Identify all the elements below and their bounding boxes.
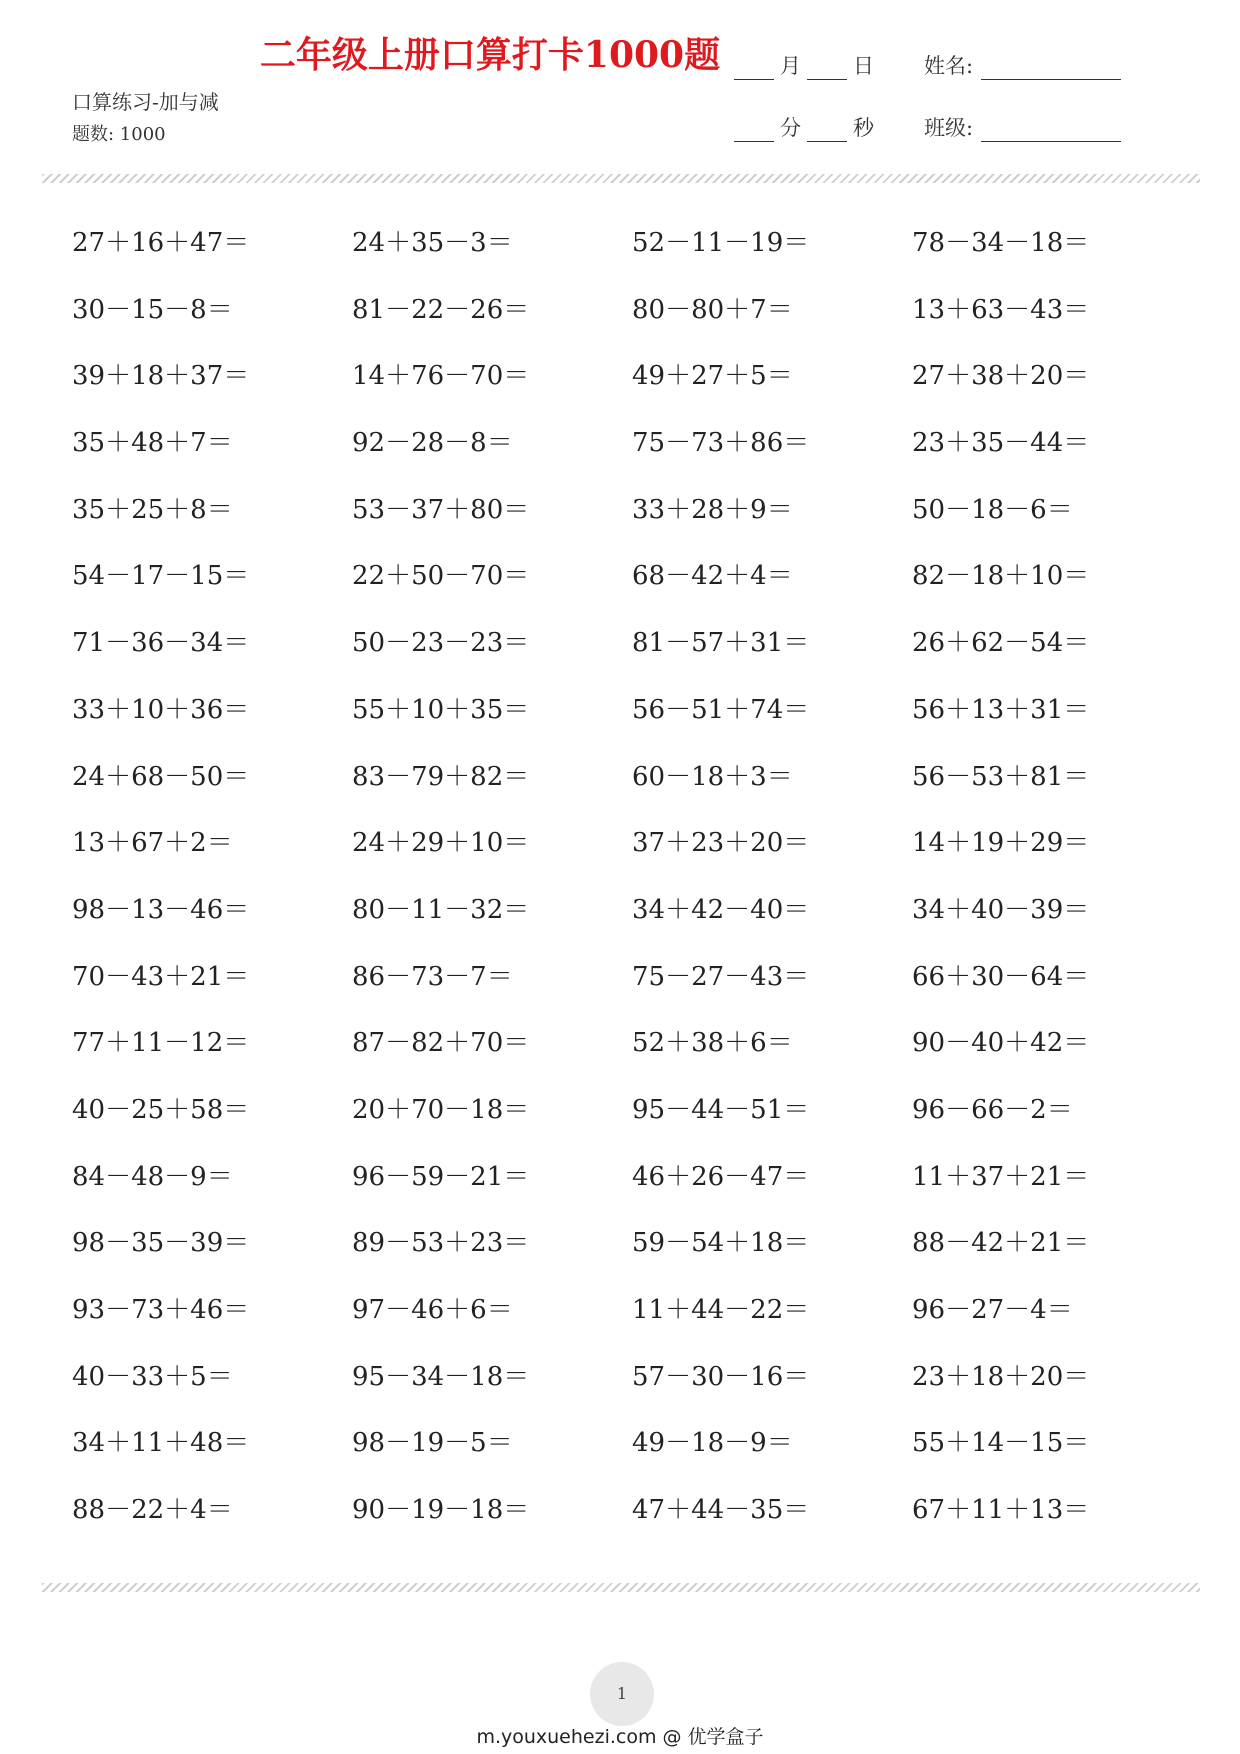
problem-item: 68－42＋4＝	[632, 561, 793, 592]
problem-row	[72, 1426, 1172, 1493]
problem-item: 20＋70－18＝	[352, 1094, 530, 1125]
problem-item: 14＋19＋29＝	[912, 828, 1090, 859]
problem-item: 13＋63－43＝	[912, 294, 1090, 325]
page-title: 二年级上册口算打卡1000题	[259, 34, 721, 76]
problem-item: 49－18－9＝	[632, 1428, 793, 1459]
problem-item: 37＋23＋20＝	[632, 828, 810, 859]
problem-item: 70－43＋21＝	[72, 961, 250, 992]
problem-grid	[72, 226, 1172, 1560]
problem-item: 80－11－32＝	[352, 894, 530, 925]
problem-item: 34＋42－40＝	[632, 894, 810, 925]
problem-row	[72, 1093, 1172, 1160]
problem-item: 67＋11＋13＝	[912, 1495, 1090, 1526]
class-blank[interactable]	[981, 121, 1121, 142]
problem-item: 26＋62－54＝	[912, 628, 1090, 659]
problem-item: 95－44－51＝	[632, 1094, 810, 1125]
problem-item: 55＋14－15＝	[912, 1428, 1090, 1459]
problem-item: 97－46＋6＝	[352, 1295, 513, 1325]
name-field	[924, 50, 1121, 80]
problem-item: 87－82＋70＝	[352, 1028, 530, 1059]
problem-item: 27＋38＋20＝	[912, 361, 1090, 392]
problem-item: 34＋11＋48＝	[72, 1428, 250, 1459]
problem-item: 40－25＋58＝	[72, 1094, 250, 1125]
problem-row	[72, 426, 1172, 493]
month-blank[interactable]	[734, 59, 774, 80]
problem-item: 46＋26－47＝	[632, 1161, 810, 1192]
problem-item: 90－19－18＝	[352, 1495, 530, 1526]
name-label: 姓名:	[924, 54, 974, 78]
minute-label: 分	[780, 116, 801, 140]
problem-item: 81－57＋31＝	[632, 628, 810, 659]
problem-row	[72, 1160, 1172, 1227]
problem-item: 52＋38＋6＝	[632, 1028, 793, 1059]
problem-item: 60－18＋3＝	[632, 761, 793, 792]
problem-item: 56－53＋81＝	[912, 761, 1090, 792]
page-number: 1	[590, 1662, 654, 1726]
problem-item: 88－22＋4＝	[72, 1495, 233, 1526]
problem-item: 11＋37＋21＝	[912, 1161, 1090, 1192]
problem-row	[72, 359, 1172, 426]
problem-item: 24＋29＋10＝	[352, 828, 530, 859]
problem-item: 40－33＋5＝	[72, 1361, 233, 1392]
problem-item: 88－42＋21＝	[912, 1228, 1090, 1259]
problem-item: 34＋40－39＝	[912, 894, 1090, 925]
problem-item: 75－73＋86＝	[632, 428, 810, 459]
problem-item: 56－51＋74＝	[632, 694, 810, 725]
problem-item: 98－19－5＝	[352, 1428, 513, 1459]
problem-item: 49＋27＋5＝	[632, 361, 793, 392]
problem-item: 56＋13＋31＝	[912, 694, 1090, 725]
month-label: 月	[780, 54, 801, 78]
problem-item: 96－59－21＝	[352, 1161, 530, 1192]
time-field	[728, 112, 874, 142]
problem-item: 92－28－8＝	[352, 428, 513, 459]
worksheet-subtitle: 口算练习-加与减	[72, 90, 219, 114]
problem-row	[72, 760, 1172, 827]
problem-item: 78－34－18＝	[912, 228, 1090, 258]
name-blank[interactable]	[981, 59, 1121, 80]
problem-item: 89－53＋23＝	[352, 1228, 530, 1259]
problem-item: 96－66－2＝	[912, 1094, 1073, 1125]
footer-site: m.youxuehezi.com @ 优学盒子	[476, 1726, 764, 1748]
problem-item: 98－13－46＝	[72, 894, 250, 925]
problem-item: 90－40＋42＝	[912, 1028, 1090, 1059]
day-label: 日	[853, 54, 874, 78]
bottom-divider	[42, 1583, 1200, 1592]
problem-item: 50－18－6＝	[912, 494, 1073, 525]
problem-item: 95－34－18＝	[352, 1361, 530, 1392]
problem-item: 66＋30－64＝	[912, 961, 1090, 992]
problem-item: 52－11－19＝	[632, 228, 810, 258]
date-field	[728, 50, 874, 80]
problem-item: 35＋25＋8＝	[72, 494, 233, 525]
problem-row	[72, 960, 1172, 1027]
problem-row	[72, 493, 1172, 560]
problem-row	[72, 1293, 1172, 1360]
problem-row	[72, 1360, 1172, 1427]
problem-item: 98－35－39＝	[72, 1228, 250, 1259]
problem-row	[72, 226, 1172, 293]
problem-count: 题数: 1000	[72, 124, 166, 145]
problem-item: 54－17－15＝	[72, 561, 250, 592]
problem-item: 55＋10＋35＝	[352, 694, 530, 725]
problem-item: 84－48－9＝	[72, 1161, 233, 1192]
problem-item: 23＋18＋20＝	[912, 1361, 1090, 1392]
problem-item: 75－27－43＝	[632, 961, 810, 992]
problem-row	[72, 559, 1172, 626]
problem-item: 93－73＋46＝	[72, 1295, 250, 1325]
problem-item: 81－22－26＝	[352, 294, 530, 325]
problem-item: 13＋67＋2＝	[72, 828, 233, 859]
problem-item: 83－79＋82＝	[352, 761, 530, 792]
problem-item: 27＋16＋47＝	[72, 228, 250, 258]
problem-item: 22＋50－70＝	[352, 561, 530, 592]
problem-item: 30－15－8＝	[72, 294, 233, 325]
problem-item: 71－36－34＝	[72, 628, 250, 659]
problem-item: 24＋35－3＝	[352, 228, 513, 258]
problem-item: 80－80＋7＝	[632, 294, 793, 325]
problem-row	[72, 693, 1172, 760]
day-blank[interactable]	[807, 59, 847, 80]
problem-row	[72, 626, 1172, 693]
second-label: 秒	[853, 116, 874, 140]
problem-item: 33＋10＋36＝	[72, 694, 250, 725]
problem-row	[72, 826, 1172, 893]
problem-item: 59－54＋18＝	[632, 1228, 810, 1259]
problem-item: 77＋11－12＝	[72, 1028, 250, 1059]
problem-item: 35＋48＋7＝	[72, 428, 233, 459]
problem-item: 53－37＋80＝	[352, 494, 530, 525]
problem-row	[72, 1026, 1172, 1093]
problem-item: 47＋44－35＝	[632, 1495, 810, 1526]
problem-item: 24＋68－50＝	[72, 761, 250, 792]
class-field	[924, 112, 1121, 142]
top-divider	[42, 174, 1200, 183]
problem-row	[72, 293, 1172, 360]
minute-blank[interactable]	[734, 121, 774, 142]
problem-item: 33＋28＋9＝	[632, 494, 793, 525]
problem-item: 23＋35－44＝	[912, 428, 1090, 459]
problem-item: 96－27－4＝	[912, 1295, 1073, 1325]
problem-row	[72, 893, 1172, 960]
problem-item: 14＋76－70＝	[352, 361, 530, 392]
second-blank[interactable]	[807, 121, 847, 142]
problem-row	[72, 1226, 1172, 1293]
problem-item: 50－23－23＝	[352, 628, 530, 659]
problem-item: 57－30－16＝	[632, 1361, 810, 1392]
class-label: 班级:	[924, 116, 974, 140]
problem-row	[72, 1493, 1172, 1560]
problem-item: 11＋44－22＝	[632, 1295, 810, 1325]
problem-item: 39＋18＋37＝	[72, 361, 250, 392]
problem-item: 86－73－7＝	[352, 961, 513, 992]
problem-item: 82－18＋10＝	[912, 561, 1090, 592]
